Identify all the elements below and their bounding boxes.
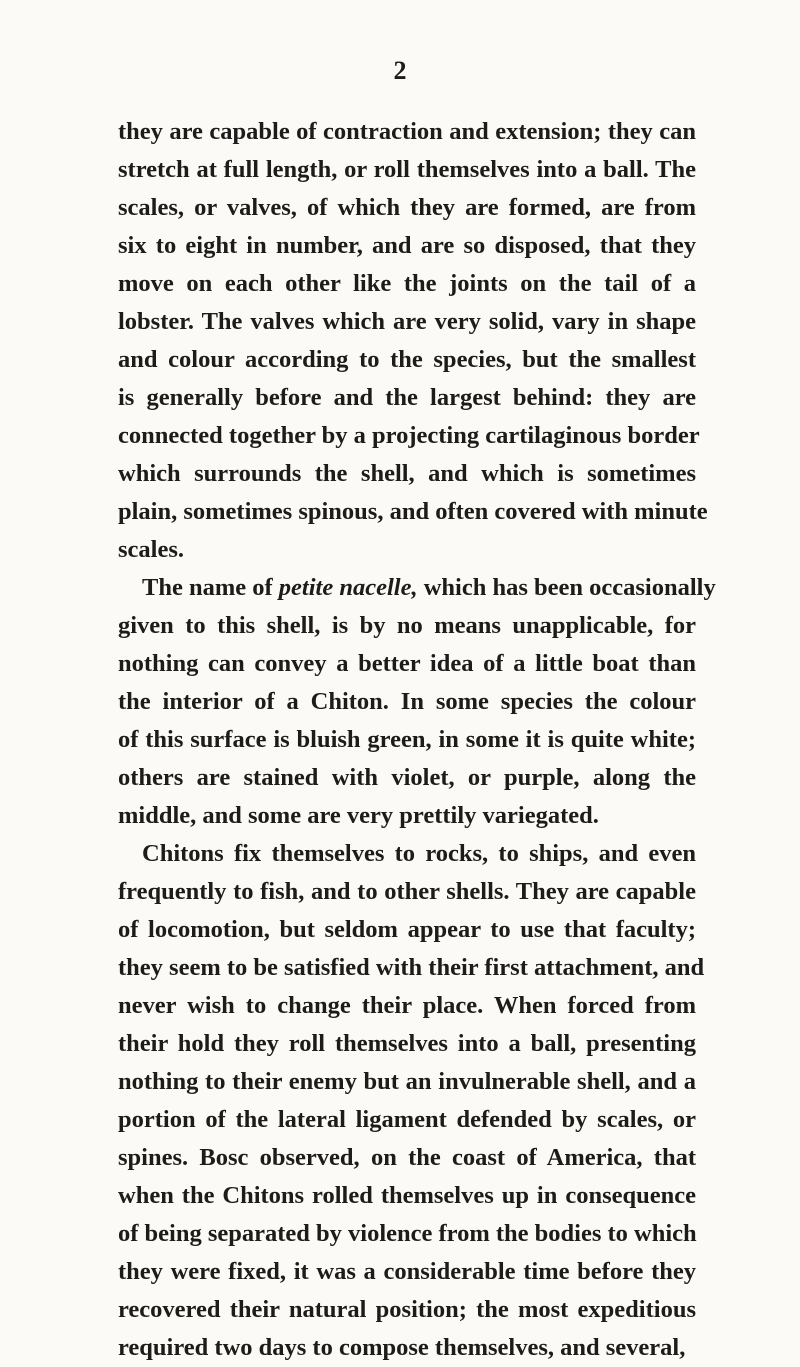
text-line: is generally before and the largest behind: they are xyxy=(118,384,696,411)
text-line: nothing can convey a better idea of a little boat than xyxy=(118,650,696,677)
text-run: which has been occasionally xyxy=(417,574,716,601)
text-line: never wish to change their place. When forced from xyxy=(118,992,696,1019)
text-line: six to eight in number, and are so disposed, that they xyxy=(118,232,696,259)
text-line: Chitons fix themselves to rocks, to ships, and even xyxy=(142,840,696,867)
text-line: middle, and some are very prettily variegated. xyxy=(118,802,599,829)
text-line: stretch at full length, or roll themselves into a ball. The xyxy=(118,156,696,183)
text-line: they were fixed, it was a considerable time before they xyxy=(118,1258,696,1285)
text-line: move on each other like the joints on the tail of a xyxy=(118,270,696,297)
text-line: their hold they roll themselves into a ball, presenting xyxy=(118,1030,696,1057)
text-line: when the Chitons rolled themselves up in consequence xyxy=(118,1182,696,1209)
text-line: given to this shell, is by no means unapplicable, for xyxy=(118,612,696,639)
text-line: portion of the lateral ligament defended by scales, or xyxy=(118,1106,696,1133)
text-line: scales. xyxy=(118,536,184,563)
text-line: lobster. The valves which are very solid, vary in shape xyxy=(118,308,696,335)
body-text xyxy=(118,113,716,1367)
text-line: others are stained with violet, or purple, along the xyxy=(118,764,696,791)
text-line: which surrounds the shell, and which is sometimes xyxy=(118,460,696,487)
text-line xyxy=(118,569,716,607)
text-line: nothing to their enemy but an invulnerable shell, and a xyxy=(118,1068,696,1095)
text-line: spines. Bosc observed, on the coast of America, that xyxy=(118,1144,696,1171)
text-line: frequently to fish, and to other shells. They are capable xyxy=(118,878,696,905)
text-line: connected together by a projecting cartilaginous border xyxy=(118,422,700,449)
text-line: scales, or valves, of which they are formed, are from xyxy=(118,194,696,221)
text-line: of being separated by violence from the bodies to which xyxy=(118,1220,697,1247)
text-line: recovered their natural position; the most expeditious xyxy=(118,1296,696,1323)
text-run: The name of xyxy=(142,574,279,601)
text-line: they seem to be satisfied with their first attachment, and xyxy=(118,954,705,981)
text-line: required two days to compose themselves, and several, xyxy=(118,1334,686,1361)
text-line: of locomotion, but seldom appear to use that faculty; xyxy=(118,916,696,943)
text-line: and colour according to the species, but the smallest xyxy=(118,346,696,373)
text-line: plain, sometimes spinous, and often covered with minute xyxy=(118,498,708,525)
italic-phrase: petite nacelle, xyxy=(278,574,418,601)
text-line: of this surface is bluish green, in some it is quite white; xyxy=(118,726,696,753)
text-line: the interior of a Chiton. In some species the colour xyxy=(118,688,696,715)
text-line: they are capable of contraction and extension; they can xyxy=(118,118,696,145)
page-number: 2 xyxy=(393,56,407,85)
